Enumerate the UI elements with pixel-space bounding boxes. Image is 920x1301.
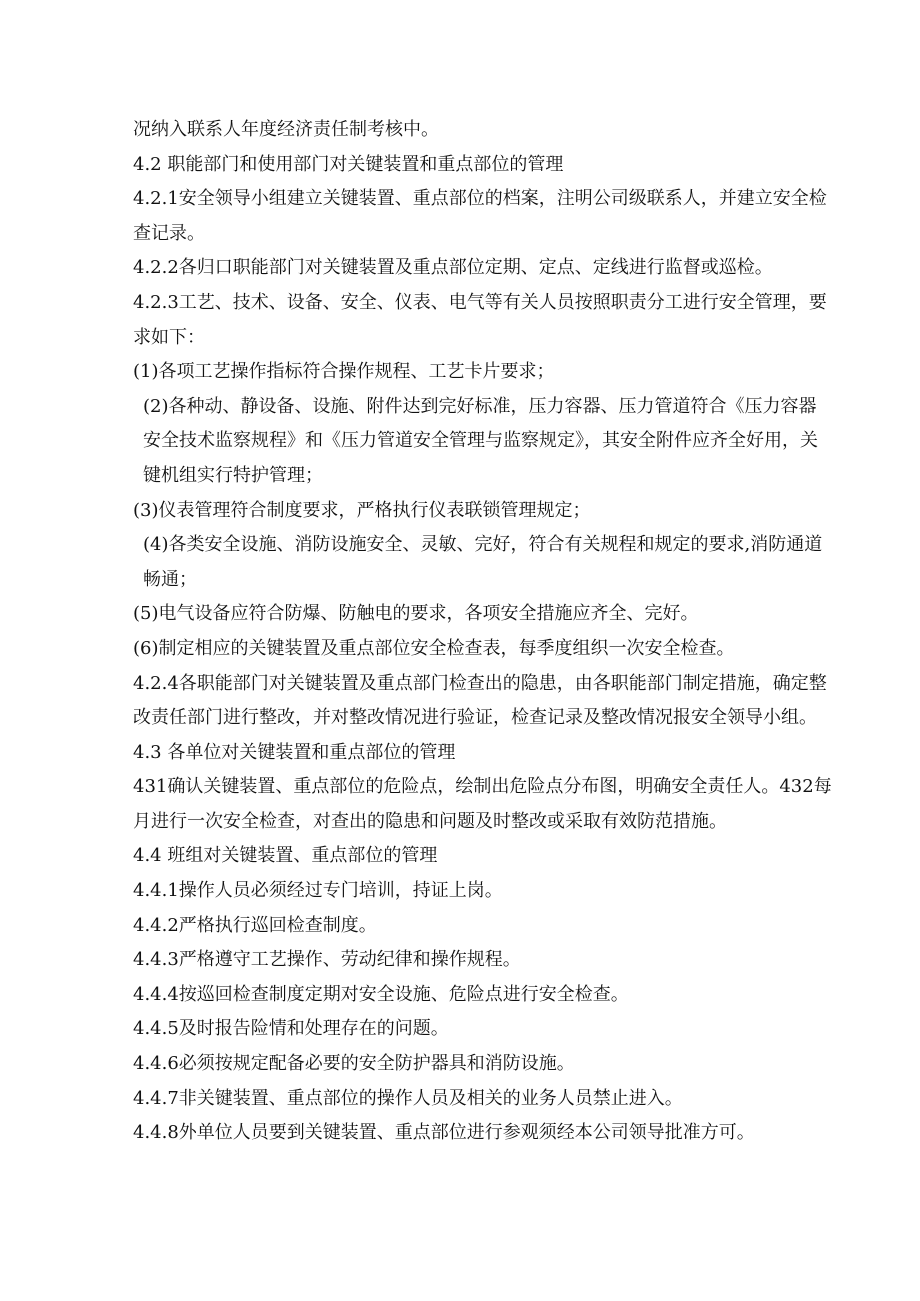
clause-4-4-2: 4.4.2严格执行巡回检查制度。 [133, 914, 377, 936]
clause-4-2-4: 4.2.4各职能部门对关键装置及重点部门检查出的隐患，由各职能部门制定措施，确定整改责任部门进行整改，并对整改情况进行验证，检查记录及整改情况报安全领导小组。 [133, 672, 827, 729]
document-body [133, 113, 833, 1151]
list-item-4: (4)各类安全设施、消防设施安全、灵敏、完好，符合有关规程和规定的要求,消防通道畅通； [143, 534, 823, 590]
list-item-5: (5)电气设备应符合防爆、防触电的要求，各项安全措施应齐全、完好。 [133, 603, 699, 625]
clause-4-3-1-and-4-3-2: 431确认关键装置、重点部位的危险点，绘制出危险点分布图，明确安全责任人。432每月进行一次安全检查，对查出的隐患和问题及时整改或采取有效防范措施。 [133, 776, 832, 832]
section-heading-4-2: 4.2 职能部门和使用部门对关键装置和重点部位的管理 [133, 153, 564, 175]
list-item-2: (2)各种动、静设备、设施、附件达到完好标准，压力容器、压力管道符合《压力容器安全技术监察规程》和《压力管道安全管理与监察规定》，其安全附件应齐全好用，关键机组实行特护管理； [143, 395, 818, 486]
clause-4-4-3: 4.4.3严格遵守工艺操作、劳动纪律和操作规程。 [133, 949, 521, 971]
clause-4-4-8: 4.4.8外单位人员要到关键装置、重点部位进行参观须经本公司领导批准方可。 [133, 1122, 755, 1144]
paragraph-continuation: 况纳入联系人年度经济责任制考核中。 [133, 119, 439, 140]
section-heading-4-4: 4.4 班组对关键装置、重点部位的管理 [133, 845, 438, 867]
list-item-3: (3)仪表管理符合制度要求，严格执行仪表联锁管理规定； [133, 499, 591, 521]
clause-4-4-5: 4.4.5及时报告险情和处理存在的问题。 [133, 1018, 449, 1040]
clause-4-4-1: 4.4.1操作人员必须经过专门培训，持证上岗。 [133, 880, 503, 902]
list-item-1: (1)各项工艺操作指标符合操作规程、工艺卡片要求； [133, 361, 555, 383]
clause-4-2-2: 4.2.2各归口职能部门对关键装置及重点部位定期、定点、定线进行监督或巡检。 [133, 257, 773, 279]
clause-4-4-6: 4.4.6必须按规定配备必要的安全防护器具和消防设施。 [133, 1053, 575, 1075]
clause-4-2-3: 4.2.3工艺、技术、设备、安全、仪表、电气等有关人员按照职责分工进行安全管理，要求如下： [133, 291, 827, 348]
clause-4-2-1: 4.2.1安全领导小组建立关键装置、重点部位的档案，注明公司级联系人，并建立安全检查记录。 [133, 188, 827, 244]
list-item-6: (6)制定相应的关键装置及重点部位安全检查表，每季度组织一次安全检查。 [133, 637, 735, 659]
section-heading-4-3: 4.3 各单位对关键装置和重点部位的管理 [133, 741, 456, 763]
clause-4-4-4: 4.4.4按巡回检查制度定期对安全设施、危险点进行安全检查。 [133, 983, 629, 1005]
clause-4-4-7: 4.4.7非关键装置、重点部位的操作人员及相关的业务人员禁止进入。 [133, 1087, 683, 1109]
